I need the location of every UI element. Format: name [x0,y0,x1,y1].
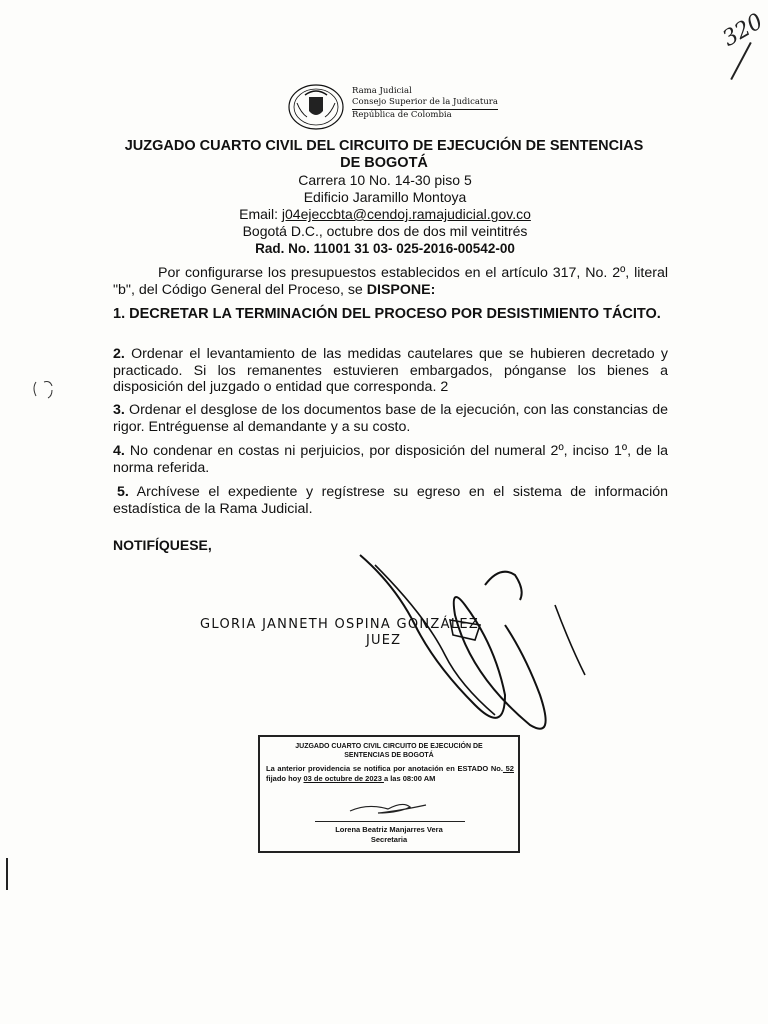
institution-line2: Consejo Superior de la Judicatura [352,97,498,107]
stamp-court-name [260,742,518,760]
stamp-secretary [260,825,518,845]
scan-edge-mark [6,858,8,890]
item-text: No condenar en costas ni perjuicios, por disposición del numeral 2º, inciso 1º, de la norma referida. [113,443,668,476]
court-title-line2: DE BOGOTÁ [340,155,428,171]
institution-line1: Rama Judicial [352,86,412,96]
institution-block [352,86,498,121]
judge-name: GLORIA JANNETH OSPINA GONZÁLEZ [200,617,480,632]
email-link[interactable]: j04ejeccbta@cendoj.ramajudicial.gov.co [281,206,531,222]
item-number: 4. [113,443,125,459]
address-street: Carrera 10 No. 14-30 piso 5 [298,172,472,188]
stamp-estado-number: 52 [502,764,514,773]
intro-paragraph [113,265,668,298]
intro-text: Por configurarse los presupuestos establecidos en el artículo 317, No. 2º, literal "b", del Código General del Proceso, se [113,265,668,298]
item-text: Ordenar el desglose de los documentos base de la ejecución, con las constancias de rigor. Entréguense al demandante y a su costo. [113,402,668,435]
radicado-number: Rad. No. 11001 31 03- 025-2016-00542-00 [255,241,515,256]
item-text: Ordenar el levantamiento de las medidas cautelares que se hubieren decretado y practicado. Si los remanentes estuvieren embargados, pónganse los bienes a disposición del juzgado o entidad que corresponda. 2 [113,346,668,395]
secretary-name: Lorena Beatriz Manjarres Vera [335,825,443,834]
closing-notifiquese: NOTIFÍQUESE, [113,537,212,553]
court-address [160,172,610,240]
item-text: Archívese el expediente y regístrese su egreso en el sistema de información estadística de la Rama Judicial. [113,484,668,517]
stamp-court-line2: SENTENCIAS DE BOGOTÁ [344,752,434,759]
item-number: 5. [117,484,129,500]
court-title-line1: JUZGADO CUARTO CIVIL DEL CIRCUITO DE EJECUCIÓN DE SENTENCIAS [124,138,644,154]
stamp-court-line1: JUZGADO CUARTO CIVIL CIRCUITO DE EJECUCIÓN DE [295,743,483,750]
judge-title: JUEZ [366,633,402,648]
handwritten-page-number: 320 [718,9,768,52]
stamp-date: 03 de octubre de 2023 [303,774,384,783]
decision-paragraph: 1. DECRETAR LA TERMINACIÓN DEL PROCESO POR DESISTIMIENTO TÁCITO. [113,306,661,322]
coat-of-arms-icon [287,83,345,131]
stamp-signature-line [315,821,465,822]
address-building: Edificio Jaramillo Montoya [303,189,467,205]
stamp-text-a: La anterior providencia se notifica por anotación en ESTADO No. [266,764,503,773]
item-paragraph [113,484,668,517]
intro-dispone: DISPONE: [366,281,436,298]
stamp-text-c: a las 08:00 AM [383,774,436,783]
stamp-text-b: fijado hoy [266,774,304,783]
institution-line3: República de Colombia [352,109,498,121]
item-paragraph [113,402,668,435]
item-paragraph [113,346,668,396]
item-number: 2. [113,346,125,362]
stamp-notice-text [266,764,514,784]
court-title [100,138,668,172]
secretary-title: Secretaria [370,835,408,844]
item-paragraph [113,443,668,476]
email-label: Email: [239,206,282,222]
place-date: Bogotá D.C., octubre dos de dos mil veintitrés [242,223,528,239]
item-number: 3. [113,402,125,418]
secretary-signature [348,799,428,817]
address-email-line [160,206,610,223]
notification-stamp [258,735,520,853]
margin-scan-mark [30,378,60,400]
